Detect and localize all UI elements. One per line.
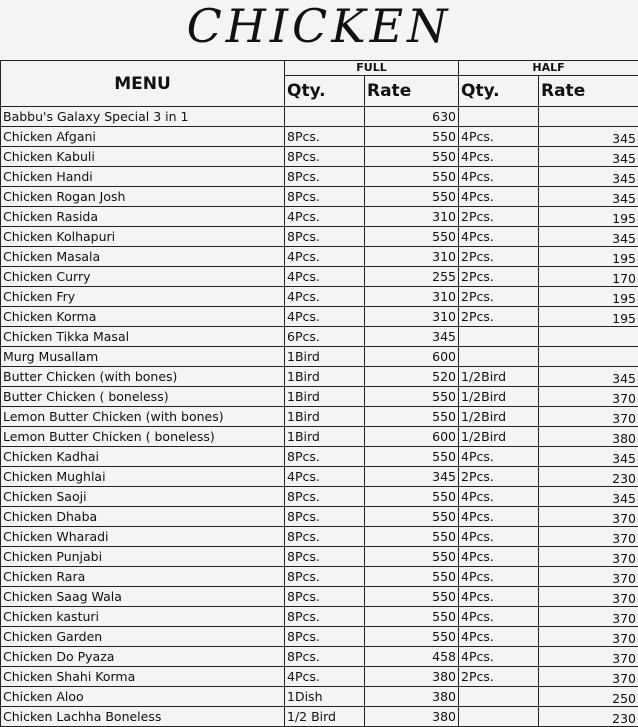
half-qty [459,107,539,127]
full-qty [285,107,365,127]
full-rate: 380 [365,707,459,727]
table-row [1,407,638,427]
item-name: Chicken Saag Wala [1,587,285,607]
full-qty: 8Pcs. [285,507,365,527]
item-name: Chicken Kabuli [1,147,285,167]
half-qty: 1/2Bird [459,407,539,427]
full-qty: 8Pcs. [285,547,365,567]
item-name: Chicken kasturi [1,607,285,627]
menu-table [0,60,638,727]
half-qty [459,327,539,347]
item-name: Chicken Korma [1,307,285,327]
item-name: Babbu's Galaxy Special 3 in 1 [1,107,285,127]
half-rate: 170 [539,267,638,287]
full-qty: 8Pcs. [285,607,365,627]
item-name: Lemon Butter Chicken ( boneless) [1,427,285,447]
full-rate: 550 [365,587,459,607]
half-rate: 345 [539,447,638,467]
page-title: CHICKEN [0,0,638,58]
item-name: Chicken Saoji [1,487,285,507]
full-qty: 8Pcs. [285,487,365,507]
full-qty: 4Pcs. [285,467,365,487]
half-qty: 4Pcs. [459,187,539,207]
full-rate: 550 [365,607,459,627]
full-qty: 6Pcs. [285,327,365,347]
full-qty: 1Bird [285,347,365,367]
item-name: Butter Chicken (with bones) [1,367,285,387]
full-rate: 550 [365,547,459,567]
item-name: Chicken Kolhapuri [1,227,285,247]
half-rate: 370 [539,387,638,407]
half-qty [459,687,539,707]
item-name: Chicken Rogan Josh [1,187,285,207]
full-qty: 1Bird [285,367,365,387]
full-qty-header: Qty. [285,76,365,107]
half-group-header: HALF [459,61,638,76]
half-qty: 4Pcs. [459,547,539,567]
table-row [1,587,638,607]
half-qty-header: Qty. [459,76,539,107]
table-row [1,367,638,387]
full-qty: 1Bird [285,427,365,447]
half-qty: 1/2Bird [459,387,539,407]
menu-header: MENU [1,61,285,107]
item-name: Lemon Butter Chicken (with bones) [1,407,285,427]
table-row [1,287,638,307]
half-rate: 195 [539,247,638,267]
half-qty: 4Pcs. [459,227,539,247]
full-rate: 550 [365,147,459,167]
table-row [1,387,638,407]
half-qty: 2Pcs. [459,667,539,687]
item-name: Chicken Do Pyaza [1,647,285,667]
half-rate: 345 [539,147,638,167]
table-row [1,267,638,287]
half-rate: 370 [539,667,638,687]
full-rate: 550 [365,487,459,507]
table-row [1,647,638,667]
full-qty: 4Pcs. [285,267,365,287]
table-row [1,687,638,707]
menu-rows [1,107,638,727]
full-rate: 380 [365,687,459,707]
half-rate [539,107,638,127]
full-rate: 550 [365,527,459,547]
item-name: Chicken Afgani [1,127,285,147]
table-row [1,487,638,507]
full-rate: 345 [365,467,459,487]
full-rate: 600 [365,427,459,447]
half-qty: 4Pcs. [459,607,539,627]
full-rate: 550 [365,507,459,527]
full-rate: 550 [365,447,459,467]
full-qty: 4Pcs. [285,207,365,227]
table-row [1,427,638,447]
table-row [1,447,638,467]
full-rate: 550 [365,407,459,427]
full-qty: 1/2 Bird [285,707,365,727]
full-qty: 8Pcs. [285,627,365,647]
half-qty: 4Pcs. [459,127,539,147]
half-rate: 370 [539,407,638,427]
full-qty: 8Pcs. [285,567,365,587]
item-name: Chicken Lachha Boneless [1,707,285,727]
table-row [1,107,638,127]
table-row [1,707,638,727]
full-qty: 8Pcs. [285,187,365,207]
item-name: Chicken Kadhai [1,447,285,467]
full-rate: 600 [365,347,459,367]
table-row [1,127,638,147]
table-row [1,187,638,207]
full-qty: 8Pcs. [285,147,365,167]
full-qty: 1Bird [285,387,365,407]
full-rate: 310 [365,247,459,267]
table-row [1,667,638,687]
half-rate [539,327,638,347]
item-name: Chicken Wharadi [1,527,285,547]
full-qty: 4Pcs. [285,667,365,687]
item-name: Chicken Rara [1,567,285,587]
item-name: Chicken Punjabi [1,547,285,567]
item-name: Chicken Shahi Korma [1,667,285,687]
half-rate: 370 [539,587,638,607]
table-row [1,207,638,227]
table-row [1,507,638,527]
full-rate: 550 [365,567,459,587]
full-rate: 550 [365,127,459,147]
full-qty: 8Pcs. [285,127,365,147]
full-rate: 630 [365,107,459,127]
full-rate-header: Rate [365,76,459,107]
half-qty: 4Pcs. [459,627,539,647]
full-qty: 8Pcs. [285,527,365,547]
half-qty: 4Pcs. [459,447,539,467]
half-qty: 2Pcs. [459,267,539,287]
half-rate: 370 [539,567,638,587]
full-rate: 380 [365,667,459,687]
full-qty: 4Pcs. [285,307,365,327]
full-qty: 8Pcs. [285,227,365,247]
half-rate: 195 [539,207,638,227]
half-rate: 380 [539,427,638,447]
half-rate: 370 [539,647,638,667]
full-qty: 8Pcs. [285,167,365,187]
half-rate: 370 [539,527,638,547]
half-qty: 4Pcs. [459,147,539,167]
half-rate: 195 [539,307,638,327]
half-rate: 370 [539,607,638,627]
full-rate: 345 [365,327,459,347]
item-name: Chicken Handi [1,167,285,187]
full-rate: 310 [365,287,459,307]
full-qty: 4Pcs. [285,287,365,307]
half-qty: 1/2Bird [459,367,539,387]
half-rate [539,347,638,367]
half-rate: 345 [539,487,638,507]
half-qty: 2Pcs. [459,467,539,487]
table-row [1,227,638,247]
half-rate: 345 [539,187,638,207]
item-name: Butter Chicken ( boneless) [1,387,285,407]
half-qty [459,347,539,367]
item-name: Chicken Dhaba [1,507,285,527]
table-row [1,467,638,487]
half-rate: 370 [539,507,638,527]
table-row [1,307,638,327]
full-rate: 550 [365,187,459,207]
full-rate: 310 [365,307,459,327]
half-rate: 250 [539,687,638,707]
table-row [1,567,638,587]
full-rate: 550 [365,227,459,247]
half-qty: 4Pcs. [459,487,539,507]
table-row [1,347,638,367]
half-rate: 370 [539,627,638,647]
table-row [1,607,638,627]
half-qty: 2Pcs. [459,247,539,267]
table-row [1,327,638,347]
item-name: Chicken Tikka Masal [1,327,285,347]
item-name: Chicken Fry [1,287,285,307]
table-row [1,147,638,167]
full-rate: 520 [365,367,459,387]
full-rate: 550 [365,627,459,647]
half-rate: 370 [539,547,638,567]
half-rate: 345 [539,127,638,147]
item-name: Chicken Aloo [1,687,285,707]
table-row [1,527,638,547]
table-row [1,167,638,187]
full-rate: 255 [365,267,459,287]
full-qty: 8Pcs. [285,447,365,467]
item-name: Chicken Mughlai [1,467,285,487]
half-rate-header: Rate [539,76,638,107]
full-group-header: FULL [285,61,459,76]
half-rate: 230 [539,707,638,727]
half-rate: 345 [539,367,638,387]
half-qty: 2Pcs. [459,307,539,327]
half-qty: 2Pcs. [459,207,539,227]
half-qty [459,707,539,727]
table-row [1,627,638,647]
half-qty: 4Pcs. [459,507,539,527]
half-rate: 345 [539,227,638,247]
full-qty: 1Bird [285,407,365,427]
full-qty: 8Pcs. [285,587,365,607]
item-name: Chicken Masala [1,247,285,267]
half-rate: 195 [539,287,638,307]
full-rate: 310 [365,207,459,227]
half-rate: 230 [539,467,638,487]
full-rate: 458 [365,647,459,667]
half-rate: 345 [539,167,638,187]
item-name: Chicken Garden [1,627,285,647]
item-name: Chicken Rasida [1,207,285,227]
half-qty: 4Pcs. [459,167,539,187]
half-qty: 4Pcs. [459,647,539,667]
half-qty: 4Pcs. [459,527,539,547]
item-name: Chicken Curry [1,267,285,287]
full-qty: 8Pcs. [285,647,365,667]
half-qty: 1/2Bird [459,427,539,447]
full-qty: 1Dish [285,687,365,707]
table-row [1,547,638,567]
full-qty: 4Pcs. [285,247,365,267]
table-row [1,247,638,267]
full-rate: 550 [365,387,459,407]
half-qty: 4Pcs. [459,587,539,607]
half-qty: 4Pcs. [459,567,539,587]
half-qty: 2Pcs. [459,287,539,307]
item-name: Murg Musallam [1,347,285,367]
full-rate: 550 [365,167,459,187]
